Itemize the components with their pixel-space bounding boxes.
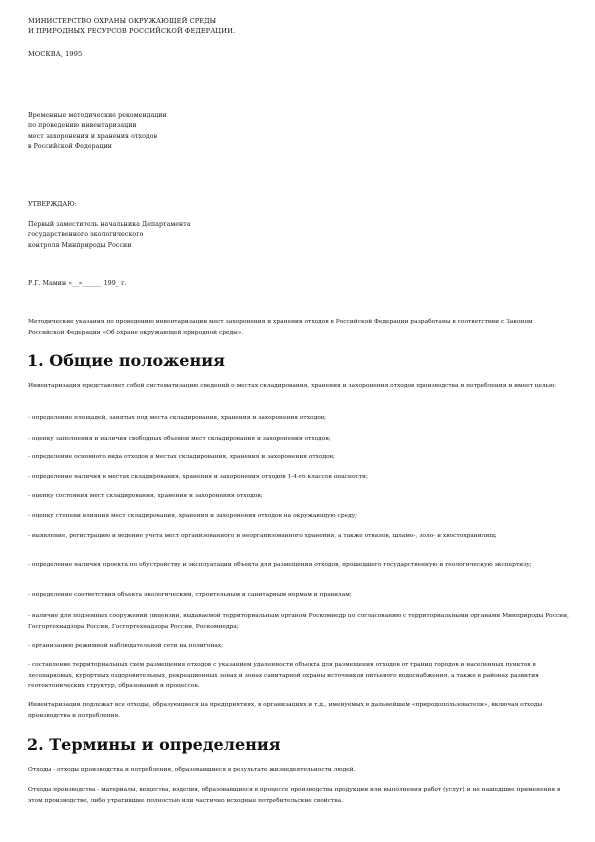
approval-line-3: контроля Минприроды России xyxy=(28,241,132,249)
list-item: - наличие для подземных сооружений лицензии, выдаваемой территориальным органом Роскомнедр по согласованию с территориальными органами Минприроды России, Госгортехнадзора России, Госгортехнадзора России, Роскомнедра; xyxy=(28,613,569,630)
ministry-line-2: И ПРИРОДНЫХ РЕСУРСОВ РОССИЙСКОЙ ФЕДЕРАЦИИ. xyxy=(28,27,236,35)
approval-line-1: Первый заместитель начальника Департамента xyxy=(28,221,191,228)
city-year: МОСКВА, 1995 xyxy=(28,50,83,58)
list-item: - определение основного вида отходов в местах складирования, хранения и захоронения отходов; xyxy=(28,454,335,460)
section-1-lead: Инвентаризация представляет собой систематизацию сведений о местах складирования, хранения и захоронения отходов производства и потребления и имеет целью: xyxy=(28,383,557,389)
approval-line-2: государственного экологического xyxy=(28,231,144,239)
ministry-header xyxy=(28,16,568,36)
list-item: - оценку степени влияния мест складирования, хранения и захоронения отходов на окружающую среду; xyxy=(28,513,358,519)
document-title xyxy=(28,111,568,152)
list-item: - составление территориальных схем размещения отходов с указанием удаленности объекта для размещения отходов от границ городов и населенных пунктов в лесопарковых, курортных оздоровительных, рекреационных зонах и зонах санитарной охраны источников питьевого водоснабжения, а также в районах развития геотектонических структур, образований и процессов. xyxy=(28,662,539,689)
approval-block xyxy=(28,220,568,251)
definition-paragraph: Отходы - отходы производства и потребления, образовавшиеся в результате жизнедеятельности людей. xyxy=(28,767,356,773)
title-line-3: мест захоронения и хранения отходов xyxy=(28,132,158,140)
list-item: - оценку заполнения и наличия свободных объемов мест складирования и захоронения отходов; xyxy=(28,436,331,442)
list-item: - определение площадей, занятых под места складирования, хранения и захоронения отходов; xyxy=(28,415,327,421)
title-line-1: Временные методические рекомендации xyxy=(28,112,167,119)
list-item: - оценку состояния мест складирования, хранения и захоронения отходов; xyxy=(28,493,263,499)
list-item: - определение наличия проекта по обустройству и эксплуатации объекта для размещения отходов, прошедшего государственную и геологическую экспертизу; xyxy=(28,562,532,568)
section-1-heading: 1. Общие положения xyxy=(27,351,225,370)
section-2-heading: 2. Термины и определения xyxy=(27,735,281,754)
approval-signature: Р.Г. Мамин «__»______ 199_ г. xyxy=(28,280,127,287)
section-1-closing: Инвентаризации подлежат все отходы, образующиеся на предприятиях, в организациях и т.д., именуемых в дальнейшем «природопользователи», включая отходы производства и потребления. xyxy=(28,702,543,719)
title-line-4: в Российской Федерации xyxy=(28,142,113,150)
list-item: - определение наличия в местах складирования, хранения и захоронения отходов 1-4-го классов опасности; xyxy=(28,474,368,480)
list-item: - выявление, регистрацию и ведение учета мест организованного и неорганизованного хранения, а также отвалов, шламо-, золо- и хвостохранилищ; xyxy=(28,533,497,539)
ministry-line-1: МИНИСТЕРСТВО ОХРАНЫ ОКРУЖАЮЩЕЙ СРЕДЫ xyxy=(28,17,217,25)
definition-paragraph: Отходы производства - материалы, вещества, изделия, образовавшиеся в процессе производства продукции или выполнения работ (услуг) и не нашедшие применения в этом производстве, либо утратившие полностью или частично исходные потребительские свойства. xyxy=(28,787,561,804)
intro-paragraph: Методические указания по проведению инвентаризации мест захоронения и хранения отходов в Российской Федерации разработаны в соответствии с Законом Российской Федерации «Об охране окружающей природной среды». xyxy=(28,319,533,336)
approval-label: УТВЕРЖДАЮ: xyxy=(28,201,77,208)
list-item: - определение соответствия объекта экологическим, строительным и санитарным нормам и правилам; xyxy=(28,592,352,598)
title-line-2: по проведению инвентаризации xyxy=(28,122,137,130)
list-item: - организацию режимной наблюдательной сети на полигонах; xyxy=(28,643,224,649)
